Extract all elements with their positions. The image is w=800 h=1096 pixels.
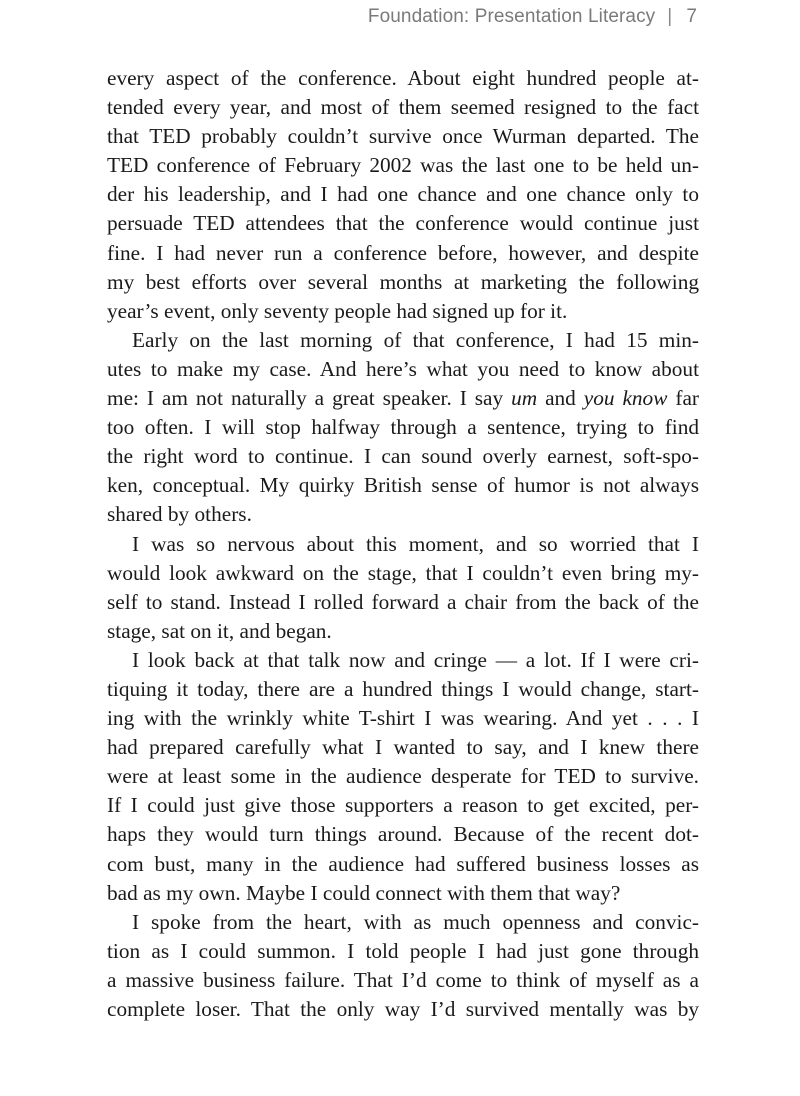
text-line: bad as my own. Maybe I could connect with them that way? [107, 880, 621, 905]
text-line: would look awkward on the stage, that I couldn’t even bring my- [107, 560, 699, 585]
paragraph-4 [107, 646, 699, 908]
text-line: shared by others. [107, 502, 252, 527]
page-number: 7 [686, 6, 697, 27]
text-line: tended every year, and most of them seemed resigned to the fact [107, 95, 699, 120]
paragraph-1 [107, 64, 699, 326]
header-separator: | [667, 6, 673, 27]
text-line: haps they would turn things around. Because of the recent dot- [107, 822, 699, 847]
text-line: a massive business failure. That I’d come to think of myself as a [107, 967, 699, 992]
italic-run: you know [583, 386, 668, 411]
text-line: fine. I had never run a conference before, however, and despite [107, 240, 699, 265]
body-text [107, 64, 699, 1024]
text-run: far [667, 386, 700, 411]
text-line: stage, sat on it, and began. [107, 618, 332, 643]
text-line: my best efforts over several months at marketing the following [107, 269, 699, 294]
text-line: tion as I could summon. I told people I had just gone through [107, 938, 699, 963]
text-line: der his leadership, and I had one chance and one chance only to [107, 182, 699, 207]
text-line: TED conference of February 2002 was the last one to be held un- [107, 153, 699, 178]
text-line: If I could just give those supporters a reason to get excited, per- [107, 793, 699, 818]
text-line: the right word to continue. I can sound overly earnest, soft-spo- [107, 444, 699, 469]
text-line: complete loser. That the only way I’d survived mentally was by [107, 997, 699, 1021]
text-line: year’s event, only seventy people had signed up for it. [107, 298, 568, 323]
text-line: had prepared carefully what I wanted to say, and I knew there [107, 735, 699, 760]
paragraph-3 [107, 530, 699, 646]
text-line: every aspect of the conference. About eight hundred people at- [107, 66, 699, 90]
text-line: too often. I will stop halfway through a sentence, trying to find [107, 415, 699, 440]
text-line: were at least some in the audience desperate for TED to survive. [107, 764, 699, 789]
running-header [368, 6, 697, 28]
text-line: I was so nervous about this moment, and so worried that I [132, 531, 699, 556]
chapter-title: Foundation: Presentation Literacy [367, 6, 656, 27]
text-line-with-italics [107, 384, 699, 413]
text-line: persuade TED attendees that the conference would continue just [107, 211, 699, 236]
text-line: that TED probably couldn’t survive once Wurman departed. The [107, 124, 699, 149]
text-line: self to stand. Instead I rolled forward a chair from the back of the [107, 589, 699, 614]
paragraph-5 [107, 908, 699, 1024]
text-line: utes to make my case. And here’s what you need to know about [107, 356, 699, 381]
text-run: and [537, 386, 584, 411]
text-line: tiquing it today, there are a hundred things I would change, start- [107, 676, 699, 701]
text-line: ing with the wrinkly white T-shirt I was wearing. And yet . . . I [107, 706, 699, 731]
text-line: Early on the last morning of that conference, I had 15 min- [132, 327, 699, 352]
text-line: com bust, many in the audience had suffered business losses as [107, 851, 699, 876]
italic-run: um [511, 386, 538, 411]
text-line: I look back at that talk now and cringe — a lot. If I were cri- [132, 647, 699, 672]
text-run: me: I am not naturally a great speaker. I say [107, 386, 512, 411]
text-line: ken, conceptual. My quirky British sense of humor is not always [107, 473, 699, 498]
paragraph-2 [107, 326, 699, 530]
text-line: I spoke from the heart, with as much openness and convic- [132, 909, 699, 934]
